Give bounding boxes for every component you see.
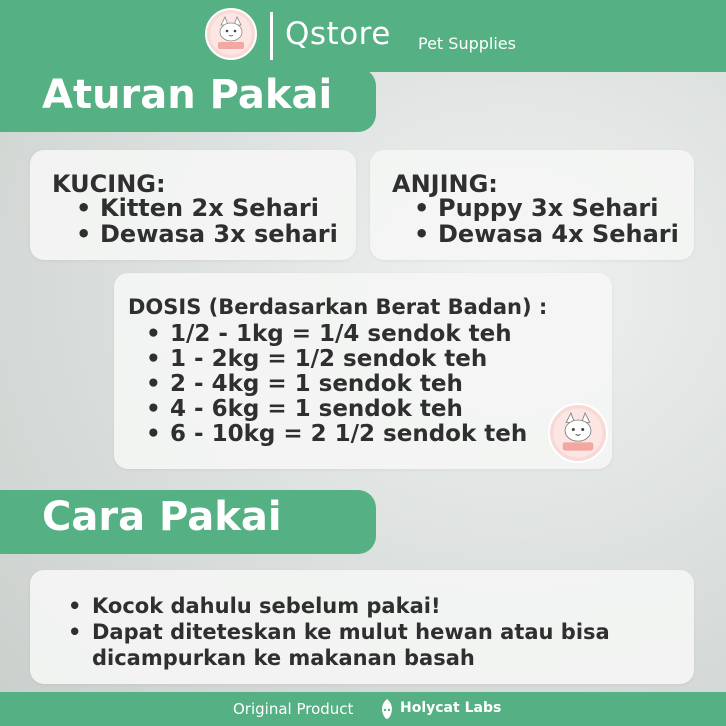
qstore-logo [205,8,257,60]
list-item: • 2 - 4kg = 1 sendok teh [146,371,463,397]
list-item: • Puppy 3x Sehari [414,194,659,222]
list-item: • Dapat diteteskan ke mulut hewan atau bisa [68,620,610,644]
aturan-pakai-tab [0,68,376,132]
list-item: • Kitten 2x Sehari [76,194,319,222]
list-item: • 6 - 10kg = 2 1/2 sendok teh [146,421,528,447]
original-product-text: Original Product [233,700,354,718]
aturan-pakai-title: Aturan Pakai [42,72,333,118]
bullet-icon: • [146,321,161,347]
kucing-heading: KUCING: [52,170,166,198]
list-item: • Dewasa 3x sehari [76,220,338,248]
list-item: • 1/2 - 1kg = 1/4 sendok teh [146,321,512,347]
brand-subtitle: Pet Supplies [418,34,516,53]
bullet-icon: • [146,346,161,372]
cara-pakai-tab [0,490,376,554]
bottom-banner [0,692,726,726]
list-item: • 1 - 2kg = 1/2 sendok teh [146,346,488,372]
anjing-card [370,150,694,260]
bullet-icon: • [76,220,92,248]
qstore-watermark-logo [548,403,608,463]
brand-name: Qstore [285,16,391,52]
top-banner [0,0,726,72]
bullet-icon: • [414,194,430,222]
bullet-icon: • [68,620,82,644]
anjing-heading: ANJING: [392,170,498,198]
bullet-icon: • [146,371,161,397]
holycat-logo-icon [378,697,396,721]
holycat-brand: Holycat Labs [400,700,502,716]
bullet-icon: • [414,220,430,248]
list-item: • Kocok dahulu sebelum pakai! [68,594,441,618]
cara-card [30,570,694,684]
cara-pakai-title: Cara Pakai [42,494,282,540]
bullet-icon: • [146,421,161,447]
kucing-card [30,150,356,260]
dosis-heading: DOSIS (Berdasarkan Berat Badan) : [128,295,548,319]
bullet-icon: • [68,594,82,618]
list-item: • 4 - 6kg = 1 sendok teh [146,396,463,422]
bullet-icon: • [146,396,161,422]
list-item-continuation: dicampurkan ke makanan basah [92,646,475,670]
cat-logo-icon [208,11,254,57]
list-item: • Dewasa 4x Sehari [414,220,679,248]
dosis-card [114,273,612,469]
brand-divider [270,12,273,60]
cat-logo-icon [551,406,605,460]
bullet-icon: • [76,194,92,222]
